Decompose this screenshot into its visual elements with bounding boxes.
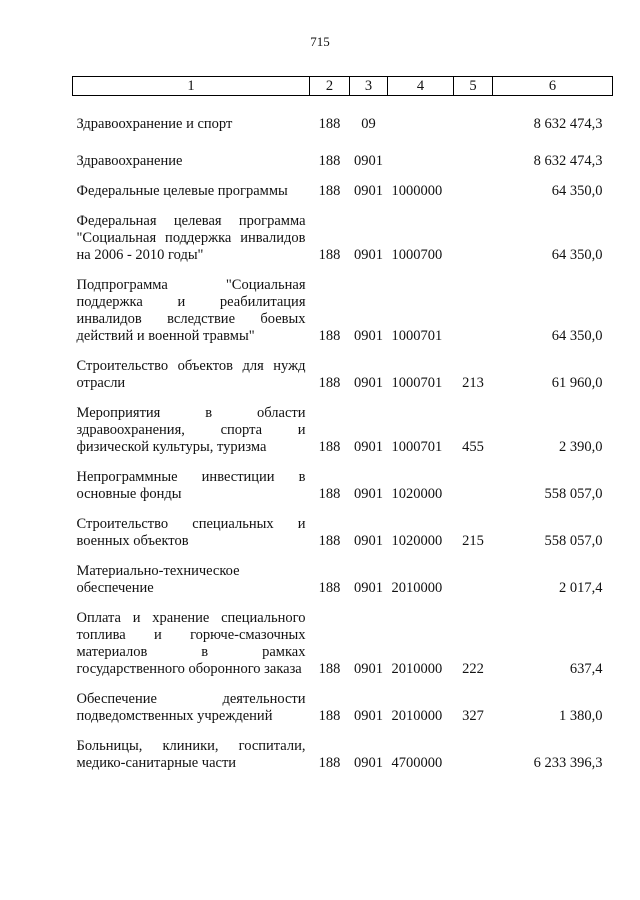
table-header-row: [73, 77, 613, 96]
spacer: [73, 597, 613, 610]
row-col-4: [388, 116, 454, 133]
row-name: Непрограммные инвестиции в основные фонды: [76, 469, 306, 502]
row-col-3: 0901: [354, 375, 383, 391]
row-name: Подпрограмма "Социальная поддержка и реабилитация инвалидов вследствие боевых действий и военной травмы": [76, 277, 306, 344]
row-col-3: 0901: [354, 486, 383, 502]
row-col-3: 0901: [354, 247, 383, 263]
row-col-5: 213: [462, 375, 484, 391]
spacer: [73, 392, 613, 405]
row-col-2: 188: [318, 580, 341, 596]
page-number: 715: [310, 34, 330, 49]
row-col-4: 2010000: [391, 708, 443, 724]
row-col-5: 215: [462, 533, 484, 549]
row-col-5: [454, 153, 493, 170]
row-name: Здравоохранение: [76, 153, 183, 169]
row-col-5: [454, 213, 493, 264]
table-row: [73, 183, 613, 200]
row-col-4: 1000701: [391, 439, 443, 455]
row-col-3: 0901: [354, 580, 383, 596]
row-col-4: 1000701: [391, 375, 443, 391]
row-name: Строительство специальных и военных объектов: [76, 516, 306, 549]
row-col-3: 0901: [354, 533, 383, 549]
table-row: [73, 516, 613, 550]
row-amount: 64 350,0: [551, 328, 603, 344]
row-col-4: 1020000: [391, 486, 443, 502]
spacer: [73, 503, 613, 516]
row-col-3: 0901: [354, 328, 383, 344]
row-col-4: 2010000: [391, 661, 443, 677]
row-col-3: 0901: [354, 755, 383, 771]
row-col-4: 1000701: [391, 328, 443, 344]
row-col-5: 327: [462, 708, 484, 724]
header-col-1: 1: [73, 77, 310, 96]
row-col-5: [454, 116, 493, 133]
spacer: [73, 264, 613, 277]
row-amount: 637,4: [569, 661, 603, 677]
row-col-5: [454, 563, 493, 597]
row-col-5: [454, 469, 493, 503]
row-col-2: 188: [318, 153, 341, 169]
row-col-2: 188: [318, 486, 341, 502]
table-row: [73, 213, 613, 264]
row-amount: 64 350,0: [551, 183, 603, 199]
row-col-2: 188: [318, 116, 341, 132]
row-name: Обеспечение деятельности подведомственных учреждений: [76, 691, 306, 724]
header-col-2: 2: [310, 77, 350, 96]
table-row: [73, 116, 613, 133]
spacer: [73, 200, 613, 213]
row-amount: 2 390,0: [559, 439, 603, 455]
row-amount: 8 632 474,3: [533, 153, 603, 169]
header-col-5: 5: [454, 77, 493, 96]
row-name: Мероприятия в области здравоохранения, спорта и физической культуры, туризма: [76, 405, 306, 455]
row-amount: 1 380,0: [559, 708, 603, 724]
row-amount: 6 233 396,3: [533, 755, 603, 771]
spacer: [73, 96, 613, 117]
row-col-4: 1020000: [391, 533, 443, 549]
spacer: [73, 550, 613, 563]
table-row: [73, 153, 613, 170]
header-col-4: 4: [388, 77, 454, 96]
row-name: Федеральная целевая программа "Социальная поддержка инвалидов на 2006 - 2010 годы": [76, 213, 306, 263]
row-col-4: 2010000: [391, 580, 443, 596]
row-col-3: 0901: [354, 439, 383, 455]
row-col-3: 0901: [354, 153, 383, 169]
row-amount: 558 057,0: [544, 533, 603, 549]
row-name: Материально-техническое обеспечение: [76, 563, 240, 596]
row-col-5: [454, 183, 493, 200]
budget-table: [72, 76, 613, 772]
row-name: Больницы, клиники, госпитали, медико-санитарные части: [76, 738, 306, 771]
row-col-3: 0901: [354, 183, 383, 199]
table-row: [73, 469, 613, 503]
table-row: [73, 563, 613, 597]
spacer: [73, 678, 613, 691]
row-amount: 558 057,0: [544, 486, 603, 502]
row-col-2: 188: [318, 328, 341, 344]
row-col-4: 1000000: [391, 183, 443, 199]
row-name: Оплата и хранение специального топлива и горюче-смазочных материалов в рамках государственного оборонного заказа: [76, 610, 306, 677]
table-row: [73, 277, 613, 345]
row-col-2: 188: [318, 247, 341, 263]
table-row: [73, 358, 613, 392]
row-col-4: 4700000: [391, 755, 443, 771]
row-name: Строительство объектов для нужд отрасли: [76, 358, 306, 391]
spacer: [73, 133, 613, 153]
spacer: [73, 456, 613, 469]
header-col-6: 6: [493, 77, 613, 96]
spacer: [73, 170, 613, 183]
row-col-2: 188: [318, 375, 341, 391]
row-col-3: 0901: [354, 661, 383, 677]
row-amount: 2 017,4: [559, 580, 603, 596]
table-row: [73, 610, 613, 678]
table-row: [73, 691, 613, 725]
row-col-3: 0901: [354, 708, 383, 724]
row-col-4: [388, 153, 454, 170]
header-col-3: 3: [350, 77, 388, 96]
row-col-2: 188: [318, 661, 341, 677]
spacer: [73, 725, 613, 738]
row-col-5: [454, 738, 493, 772]
row-col-2: 188: [318, 755, 341, 771]
row-col-2: 188: [318, 533, 341, 549]
row-col-2: 188: [318, 708, 341, 724]
row-col-2: 188: [318, 183, 341, 199]
row-col-4: 1000700: [391, 247, 443, 263]
row-col-5: 222: [462, 661, 484, 677]
row-col-5: 455: [462, 439, 484, 455]
row-amount: 61 960,0: [551, 375, 603, 391]
row-col-3: 09: [361, 116, 376, 132]
table-row: [73, 405, 613, 456]
row-amount: 64 350,0: [551, 247, 603, 263]
row-name: Федеральные целевые программы: [76, 183, 288, 199]
row-col-5: [454, 277, 493, 345]
row-amount: 8 632 474,3: [533, 116, 603, 132]
spacer: [73, 345, 613, 358]
row-name: Здравоохранение и спорт: [76, 116, 233, 132]
row-col-2: 188: [318, 439, 341, 455]
table-row: [73, 738, 613, 772]
